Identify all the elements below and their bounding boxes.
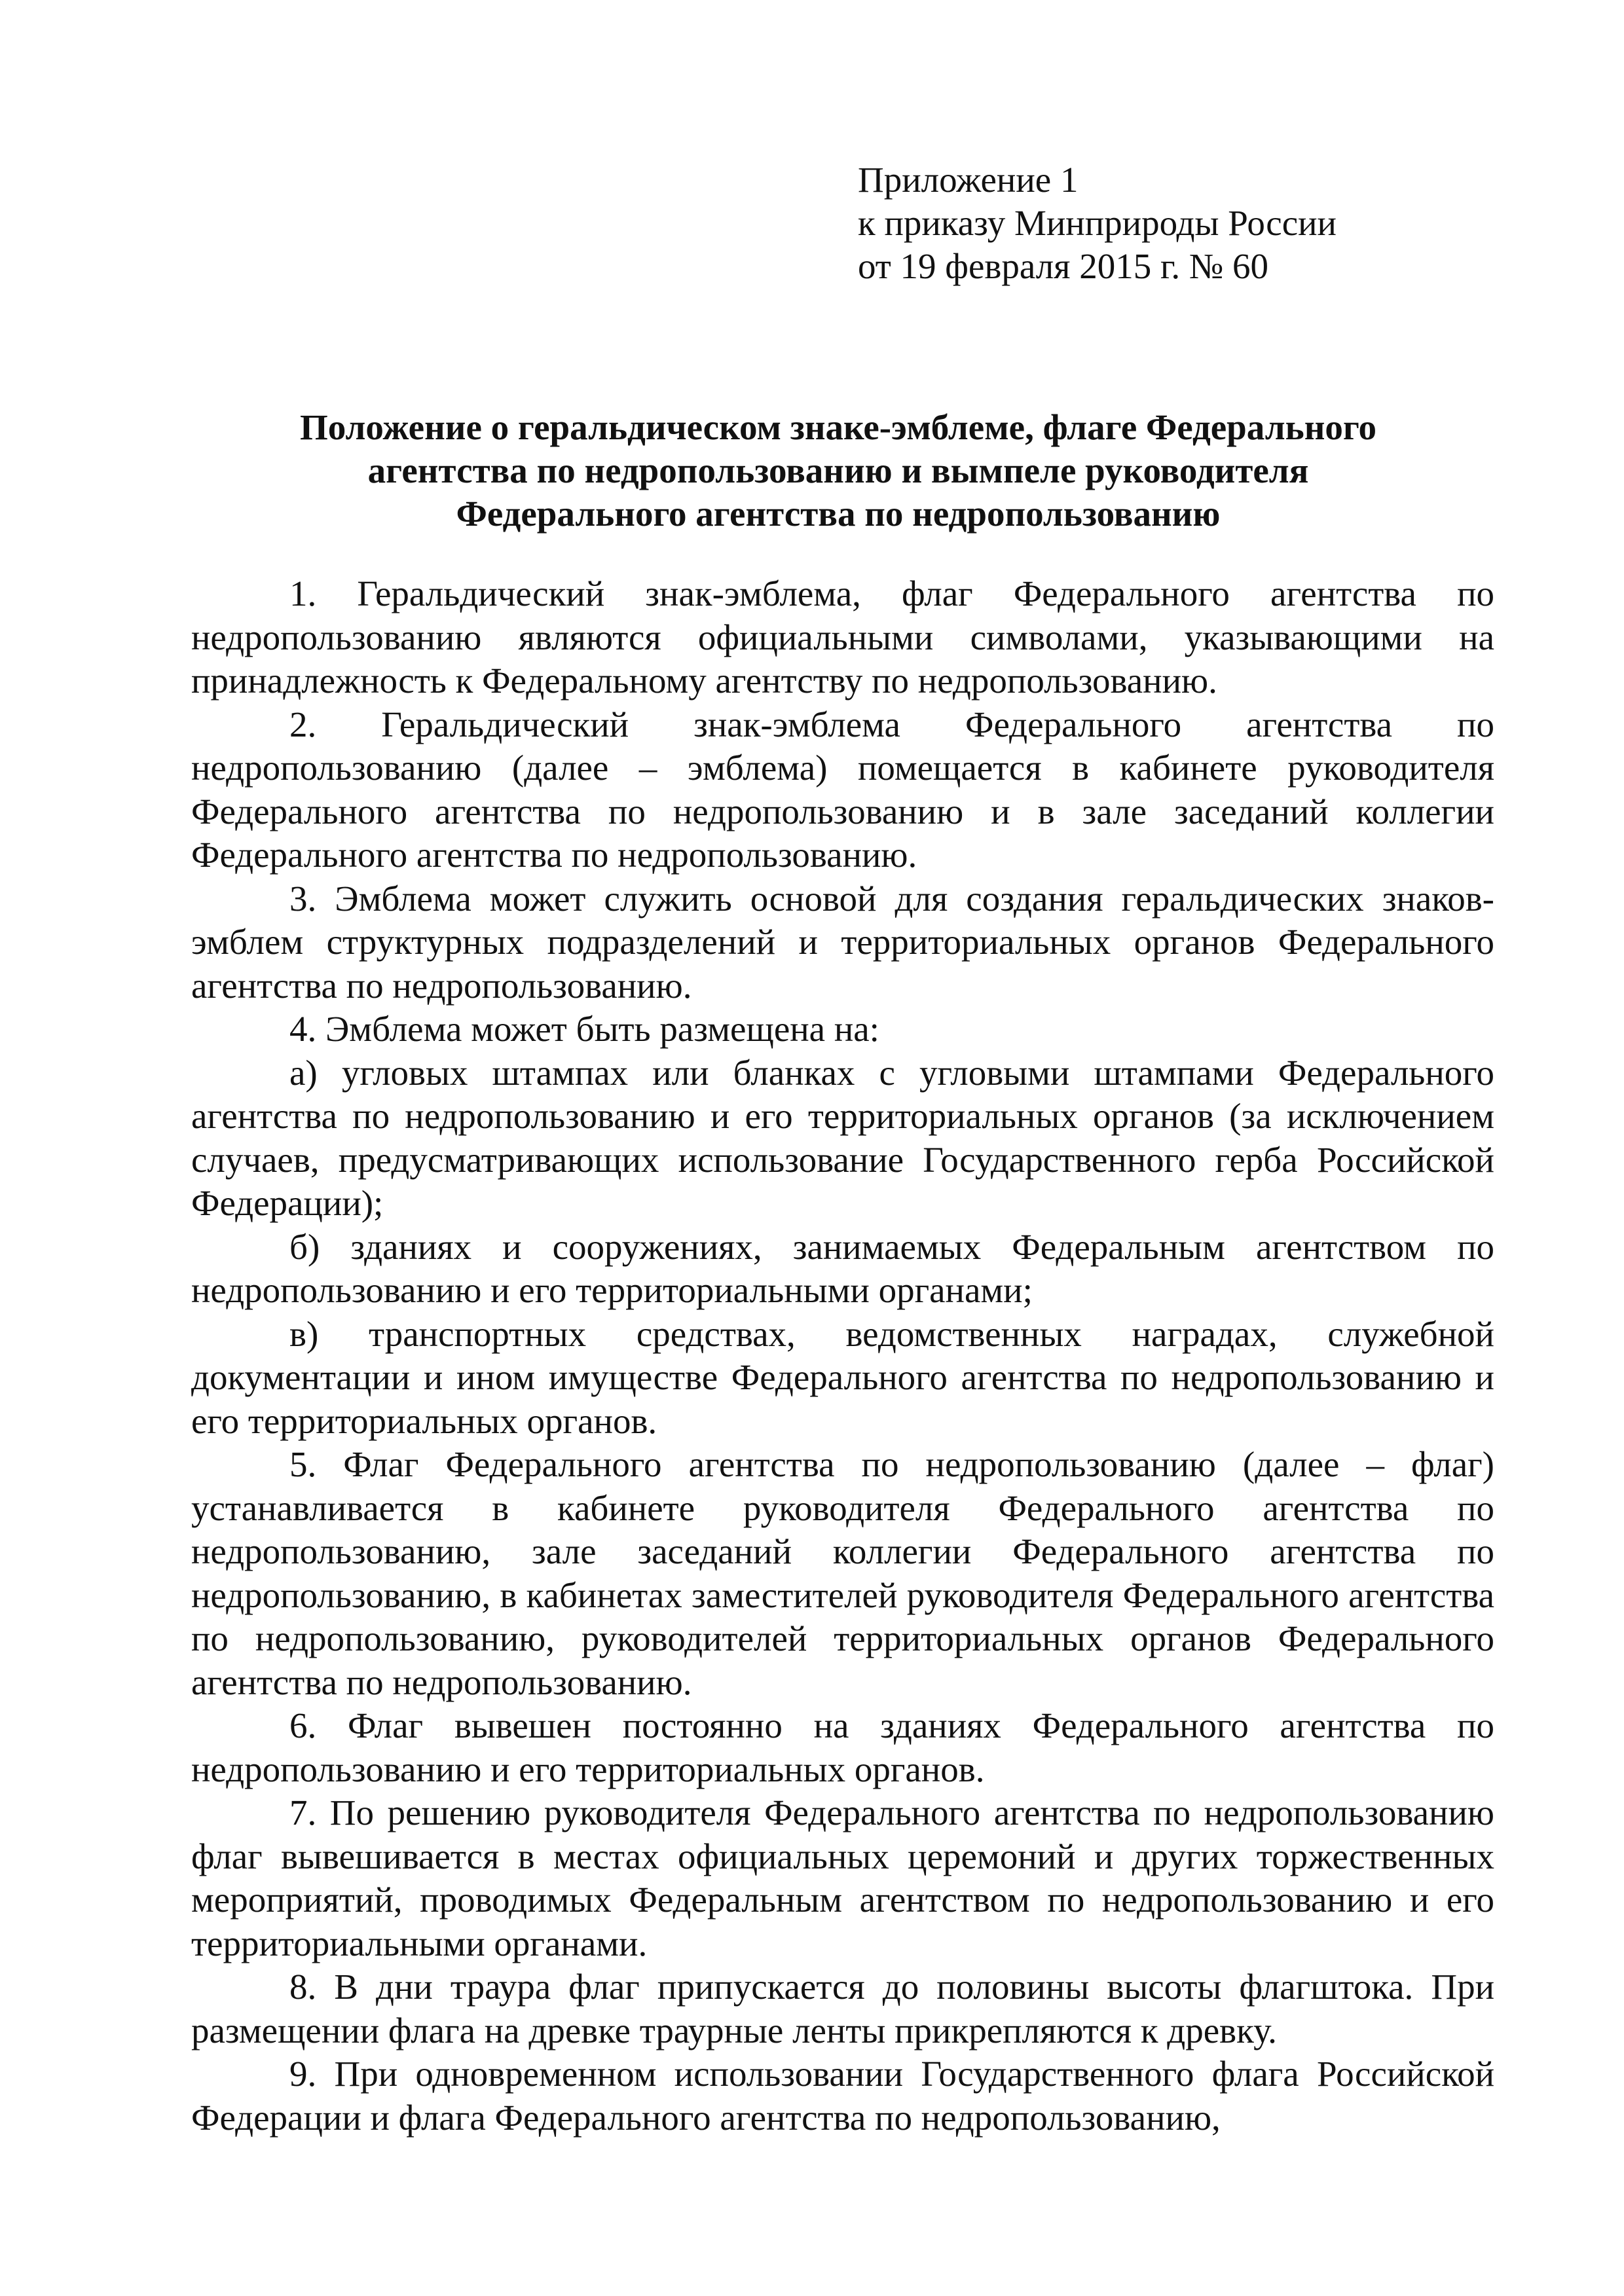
paragraph-4: 4. Эмблема может быть размещена на: [289, 1009, 879, 1049]
paragraph-4c: в) транспортных средствах, ведомственных наградах, служебной документации и ином имуществе Федерального агентства по недропользованию и его территориальных органов. [191, 1313, 1494, 1441]
heading-line-3: Федерального агентства по недропользованию [456, 494, 1221, 534]
paragraph-7: 7. По решению руководителя Федерального агентства по недропользованию флаг вывешивается в местах официальных церемоний и других торжественных мероприятий, проводимых Федеральным агентством по недропользованию и его территориальными органами. [191, 1793, 1494, 1963]
paragraph-4a: а) угловых штампах или бланках с угловыми штампами Федерального агентства по недропользованию и его территориальных органов (за исключением случаев, предусматривающих использование Государственного герба Российской Федерации); [191, 1052, 1494, 1223]
paragraph-3: 3. Эмблема может служить основой для создания геральдических знаков-эмблем структурных подразделений и территориальных органов Федерального агентства по недропользованию. [191, 878, 1494, 1006]
heading-line-1: Положение о геральдическом знаке-эмблеме, флаге Федерального [299, 407, 1376, 447]
document-body [191, 572, 1494, 2140]
paragraph-8: 8. В дни траура флаг припускается до половины высоты флагштока. При размещении флага на древке траурные ленты прикрепляются к древку. [191, 1967, 1494, 2050]
paragraph-2: 2. Геральдический знак-эмблема Федерального агентства по недропользованию (далее – эмблема) помещается в кабинете руководителя Федерального агентства по недропользованию и в зале заседаний коллегии Федерального агентства по недропользованию. [191, 704, 1494, 875]
heading-line-2: агентства по недропользованию и вымпеле руководителя [367, 450, 1309, 490]
annex-reference [858, 158, 1337, 288]
paragraph-9: 9. При одновременном использовании Государственного флага Российской Федерации и флага Федерального агентства по недропользованию, [191, 2054, 1494, 2138]
document-heading [196, 406, 1480, 536]
annex-order-reference: к приказу Минприроды России [858, 203, 1337, 243]
paragraph-6: 6. Флаг вывешен постоянно на зданиях Федерального агентства по недропользованию и его территориальных органов. [191, 1705, 1494, 1789]
paragraph-5: 5. Флаг Федерального агентства по недропользованию (далее – флаг) устанавливается в кабинете руководителя Федерального агентства по недропользованию, зале заседаний коллегии Федерального агентства по недропользованию, в кабинетах заместителей руководителя Федерального агентства по недропользованию, руководителей территориальных органов Федерального агентства по недропользованию. [191, 1444, 1494, 1702]
annex-order-date: от 19 февраля 2015 г. № 60 [858, 246, 1269, 286]
paragraph-1: 1. Геральдический знак-эмблема, флаг Федерального агентства по недропользованию являются официальными символами, указывающими на принадлежность к Федеральному агентству по недропользованию. [191, 574, 1494, 701]
paragraph-4b: б) зданиях и сооружениях, занимаемых Федеральным агентством по недропользованию и его территориальными органами; [191, 1226, 1494, 1310]
annex-title: Приложение 1 [858, 160, 1079, 200]
